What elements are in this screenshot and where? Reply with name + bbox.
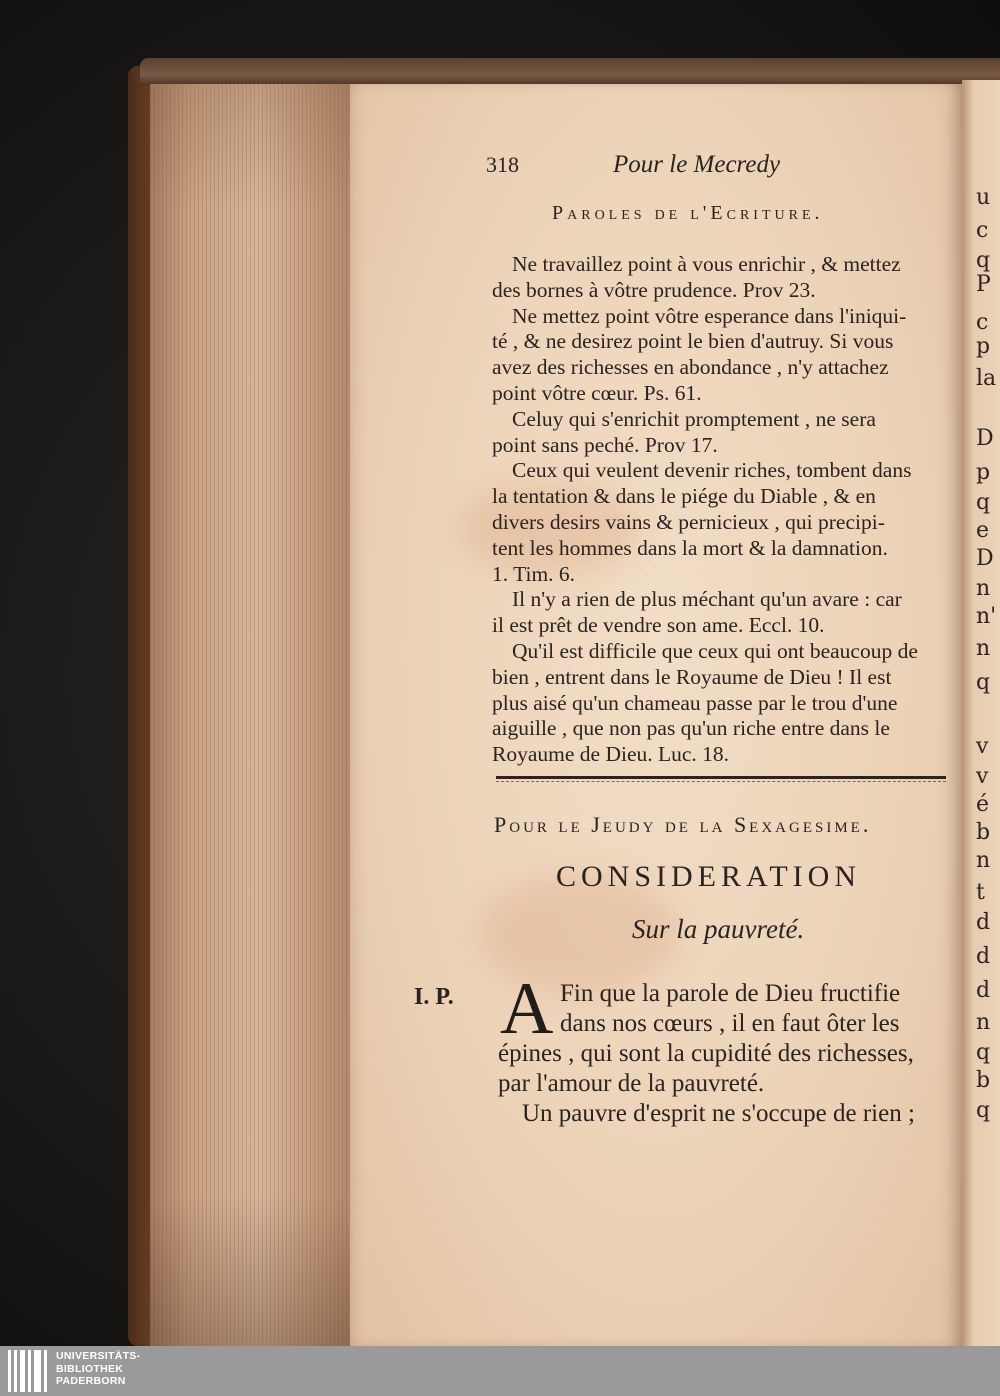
text-line: Celuy qui s'enrichit promptement , ne sera [512, 406, 876, 431]
next-page-fragment: d [976, 944, 991, 969]
paragraph-line: par l'amour de la pauvreté. [498, 1070, 765, 1097]
text-line: Ne mettez point vôtre esperance dans l'iniqui- [512, 303, 907, 328]
institution-line: UNIVERSITÄTS- [56, 1350, 141, 1362]
next-page-fragment: u [976, 185, 991, 210]
text-line: Ceux qui veulent devenir riches, tombent dans [512, 458, 912, 483]
section-title: Paroles de l'Ecriture. [552, 202, 824, 224]
section-divider-dots [496, 781, 946, 782]
next-page-fragment: v [976, 764, 989, 789]
text-line: point sans peché. Prov 17. [492, 432, 718, 457]
next-page-fragment: c [976, 218, 989, 243]
library-logo-icon [8, 1350, 50, 1392]
text-line: Qu'il est difficile que ceux qui ont beaucoup de [512, 639, 918, 663]
text-line: Ne travaillez point à vous enrichir , & mettez [512, 252, 901, 276]
text-line: plus aisé qu'un chameau passe par le trou d'une [492, 690, 898, 715]
institution-line: BIBLIOTHEK [56, 1362, 124, 1375]
text-line: divers desirs vains & pernicieux , qui precipi- [492, 510, 885, 534]
subtitle: Sur la pauvreté. [632, 914, 805, 944]
text-line: il est prêt de vendre son ame. Eccl. 10. [492, 613, 825, 638]
next-page-edge [962, 80, 1000, 1346]
next-page-fragment: d [976, 978, 991, 1003]
text-line: 1. Tim. 6. [492, 561, 576, 586]
day-heading: Pour le Jeudy de la Sexagesime. [494, 812, 872, 837]
next-page-fragment: p [976, 334, 991, 359]
page-number: 318 [486, 152, 519, 177]
institution-line: PADERBORN [56, 1375, 126, 1387]
drop-cap: A [500, 968, 554, 1050]
next-page-fragment: la [976, 366, 997, 391]
next-page-fragment: b [976, 820, 991, 845]
text-line: des bornes à vôtre prudence. Prov 23. [492, 277, 816, 302]
library-footer-bar [0, 1346, 1000, 1396]
next-page-fragment: e [976, 518, 990, 543]
text-line: bien , entrent dans le Royaume de Dieu ! Il est [492, 664, 892, 689]
next-page-fragment: d [976, 910, 991, 935]
next-page-fragment: q [976, 1040, 991, 1065]
next-page-fragment: P [976, 272, 991, 297]
next-page-fragment: v [976, 734, 989, 759]
text-line: avez des richesses en abondance , n'y attachez [492, 355, 889, 380]
book-spine-top [140, 58, 1000, 86]
text-line: la tentation & dans le piége du Diable , & en [492, 484, 876, 509]
paragraph-line: dans nos cœurs , il en faut ôter les [560, 1010, 900, 1037]
text-line: aiguille , que non pas qu'un riche entre dans le [492, 716, 890, 741]
paragraph-line: Fin que la parole de Dieu fructifie [560, 980, 901, 1007]
text-line: Royaume de Dieu. Luc. 18. [492, 742, 730, 767]
next-page-fragment: D [976, 426, 994, 451]
next-page-fragment: D [976, 546, 994, 571]
next-page-fragment: n [976, 1010, 991, 1035]
next-page-fragment: b [976, 1068, 991, 1093]
next-page-fragment: q [976, 490, 991, 515]
next-page-fragment: q [976, 248, 991, 273]
next-page-fragment: é [976, 792, 990, 817]
text-line: point vôtre cœur. Ps. 61. [492, 381, 702, 405]
page-block-shade [150, 84, 350, 1346]
text-line: tent les hommes dans la mort & la damnation. [492, 535, 888, 560]
next-page-fragment: c [976, 310, 989, 335]
next-page-fragment: q [976, 670, 991, 695]
running-title: Pour le Mecredy [613, 151, 781, 178]
paragraph-line: épines , qui sont la cupidité des richesses, [498, 1040, 914, 1067]
margin-note: I. P. [414, 984, 454, 1010]
consideration-heading: CONSIDERATION [556, 860, 861, 893]
text-line: Il n'y a rien de plus méchant qu'un avare : car [512, 587, 902, 612]
next-page-fragment: n' [976, 604, 997, 629]
next-page-fragment: n [976, 636, 991, 661]
next-page-fragment: n [976, 576, 991, 601]
next-page-fragment: t [976, 880, 985, 905]
section-divider [496, 776, 946, 779]
institution-name [56, 1350, 140, 1388]
next-page-fragment: q [976, 1098, 991, 1123]
next-page-fragment: p [976, 460, 991, 485]
paragraph-line: Un pauvre d'esprit ne s'occupe de rien ; [522, 1100, 915, 1127]
next-page-fragment: n [976, 848, 991, 873]
running-head [486, 151, 780, 179]
text-line: té , & ne desirez point le bien d'autruy. Si vous [492, 329, 894, 354]
